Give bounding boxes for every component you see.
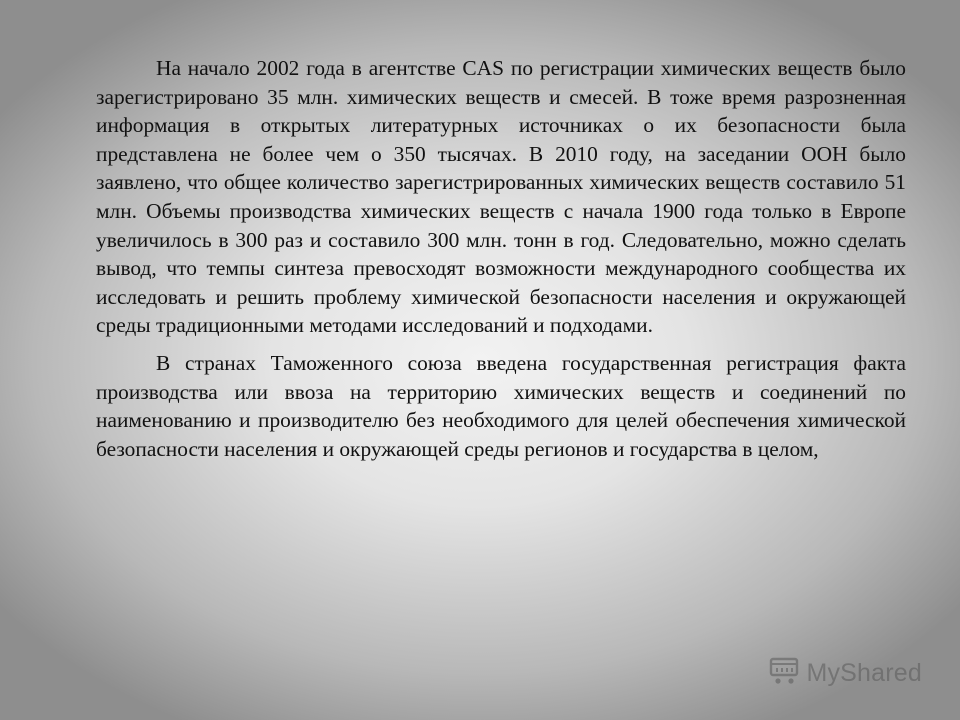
paragraph-1: На начало 2002 года в агентстве CAS по регистрации химических веществ было зарегистрировано 35 млн. химических веществ и смесей. В тоже время разрозненная информация в открытых литературных источниках о их безопасности была представлена не более чем о 350 тысячах. В 2010 году, на заседании ООН было заявлено, что общее количество зарегистрированных химических веществ составило 51 млн. Объемы производства химических веществ с начала 1900 года только в Европе увеличилось в 300 раз и составило 300 млн. тонн в год. Следовательно, можно сделать вывод, что темпы синтеза превосходят возможности международного сообщества их исследовать и решить проблему химической безопасности населения и окружающей среды традиционными методами исследований и подходами.	[96, 56, 906, 338]
paragraph-2: В странах Таможенного союза введена государственная регистрация факта производства или ввоза на территорию химических веществ и соединений по наименованию и производителю без необходимого для целей обеспечения химической безопасности населения и окружающей среды регионов и государства в целом,	[96, 350, 906, 461]
myshared-watermark	[768, 655, 922, 692]
watermark-text: MyShared	[806, 659, 922, 687]
slide-text-body	[96, 54, 906, 463]
cart-icon	[768, 655, 800, 692]
